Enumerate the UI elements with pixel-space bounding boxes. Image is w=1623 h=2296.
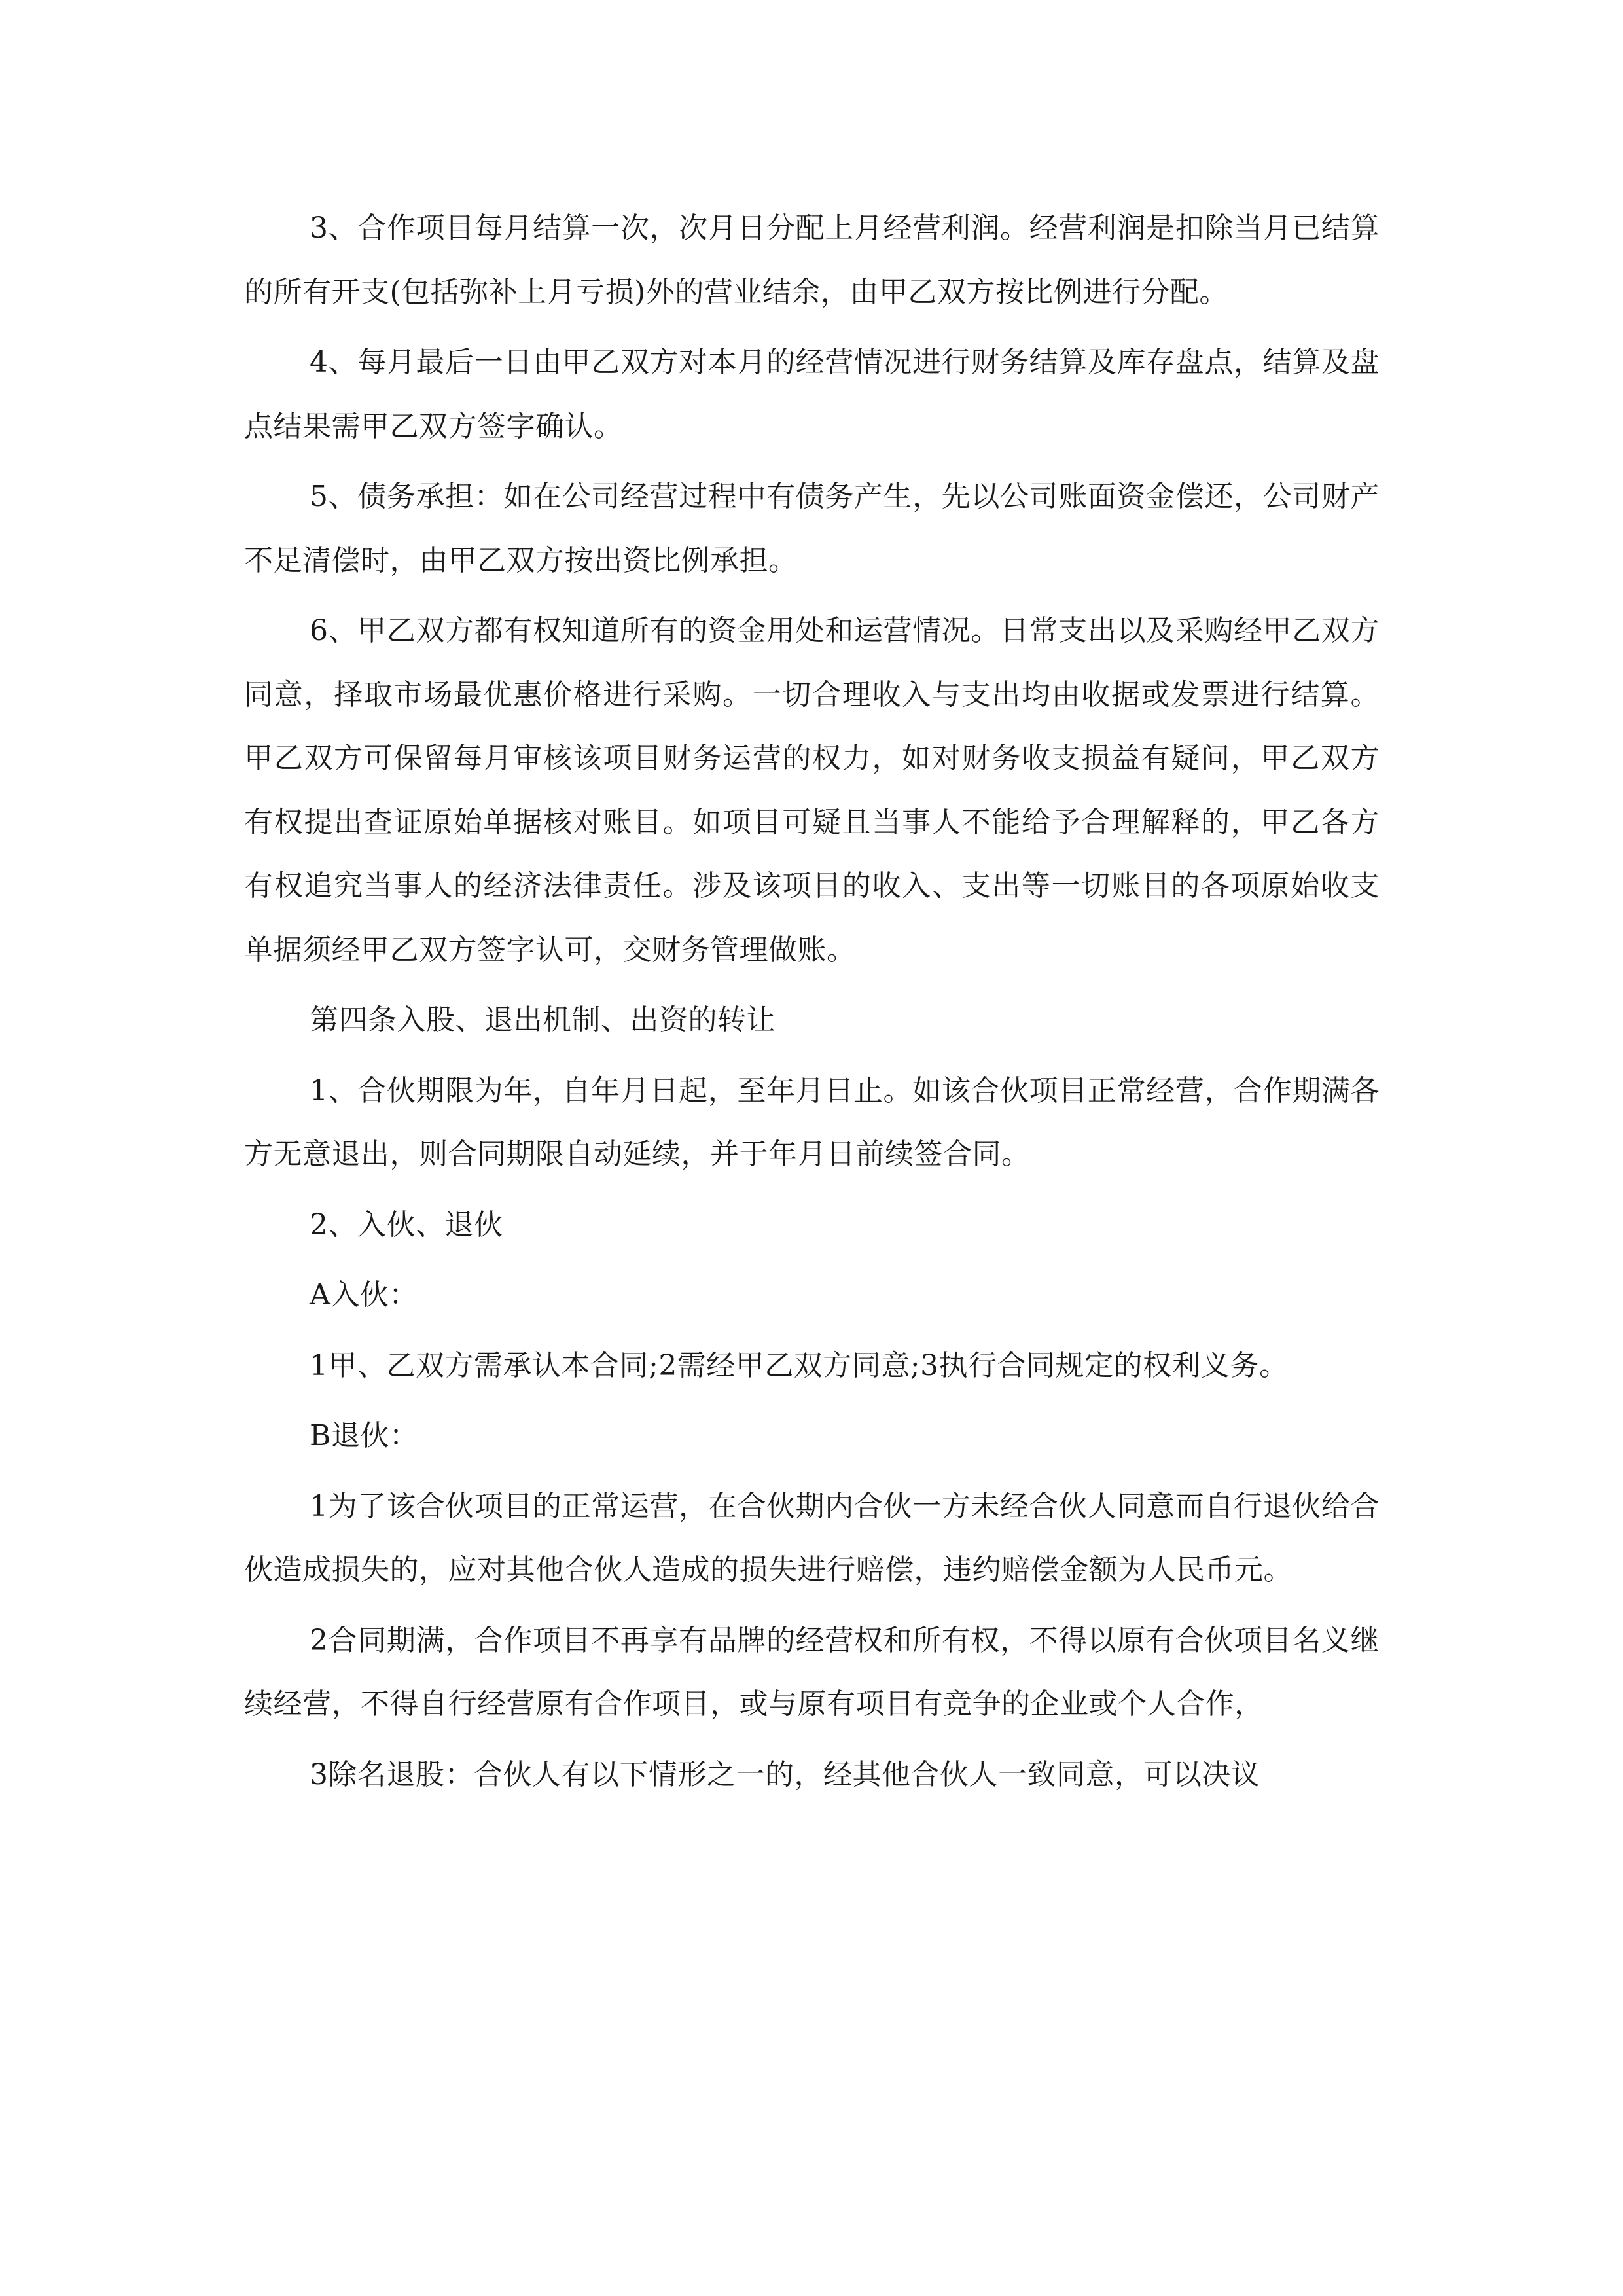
paragraph-expulsion: 3除名退股：合伙人有以下情形之一的，经其他合伙人一致同意，可以决议 — [310, 1757, 1260, 1791]
paragraph-leave-compensation: 1为了该合伙项目的正常运营，在合伙期内合伙一方未经合伙人同意而自行退伙给合伙造成损失的，应对其他合伙人造成的损失进行赔偿，违约赔偿金额为人民币元。 — [244, 1489, 1380, 1587]
article-four-heading: 第四条入股、退出机制、出资的转让 — [310, 1003, 776, 1037]
paragraph-join-leave-heading: 2、入伙、退伙 — [310, 1208, 503, 1242]
document-page — [244, 196, 1380, 1813]
paragraph-monthly-accounting: 4、每月最后一日由甲乙双方对本月的经营情况进行财务结算及库存盘点，结算及盘点结果需甲乙双方签字确认。 — [244, 346, 1380, 443]
paragraph-funds-rights: 6、甲乙双方都有权知道所有的资金用处和运营情况。日常支出以及采购经甲乙双方同意，择取市场最优惠价格进行采购。一切合理收入与支出均由收据或发票进行结算。甲乙双方可保留每月审核该项目财务运营的权力，如对财务收支损益有疑问，甲乙双方有权提出查证原始单据核对账目。如项目可疑且当事人不能给予合理解释的，甲乙各方有权追究当事人的经济法律责任。涉及该项目的收入、支出等一切账目的各项原始收支单据须经甲乙双方签字认可，交财务管理做账。 — [244, 614, 1380, 967]
paragraph-debt: 5、债务承担：如在公司经营过程中有债务产生，先以公司账面资金偿还，公司财产不足清偿时，由甲乙双方按出资比例承担。 — [244, 480, 1380, 577]
paragraph-settlement: 3、合作项目每月结算一次，次月日分配上月经营利润。经营利润是扣除当月已结算的所有开支(包括弥补上月亏损)外的营业结余，由甲乙双方按比例进行分配。 — [244, 211, 1380, 309]
paragraph-leave-label: B退伙： — [310, 1419, 419, 1452]
paragraph-join-label: A入伙： — [310, 1278, 418, 1312]
paragraph-join-conditions: 1甲、乙双方需承认本合同;2需经甲乙双方同意;3执行合同规定的权利义务。 — [310, 1348, 1289, 1382]
paragraph-term: 1、合伙期限为年，自年月日起，至年月日止。如该合伙项目正常经营，合作期满各方无意退出，则合同期限自动延续，并于年月日前续签合同。 — [244, 1073, 1380, 1171]
paragraph-contract-expiry: 2合同期满，合作项目不再享有品牌的经营权和所有权，不得以原有合伙项目名义继续经营，不得自行经营原有合作项目，或与原有项目有竞争的企业或个人合作， — [244, 1623, 1380, 1721]
